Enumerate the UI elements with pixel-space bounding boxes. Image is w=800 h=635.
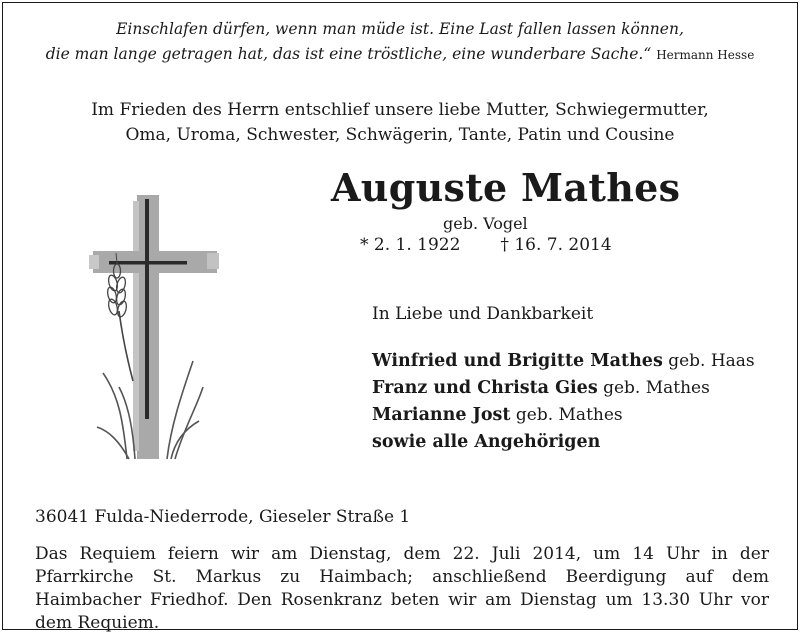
family-member — [372, 402, 755, 429]
quote-author: Hermann Hesse — [656, 48, 755, 62]
family-member-maiden: geb. Mathes — [603, 378, 710, 398]
intro-line-2: Oma, Uroma, Schwester, Schwägerin, Tante, Patin und Cousine — [125, 125, 675, 145]
birth-date: * 2. 1. 1922 — [360, 235, 461, 255]
obituary-notice — [2, 2, 798, 633]
family-member-name: Winfried und Brigitte Mathes — [372, 351, 663, 371]
family-member — [372, 375, 755, 402]
family-member-maiden: geb. Haas — [668, 351, 755, 371]
family-member-maiden: geb. Mathes — [515, 405, 623, 425]
closing-phrase: In Liebe und Dankbarkeit — [372, 304, 594, 324]
intro-line-1: Im Frieden des Herrn entschlief unsere liebe Mutter, Schwiegermutter, — [91, 100, 709, 120]
family-member-name: Franz und Christa Gies — [372, 378, 598, 398]
family-member — [372, 429, 755, 456]
quote-line-2 — [3, 42, 797, 68]
hesse-quote — [3, 17, 797, 68]
death-date: † 16. 7. 2014 — [500, 235, 612, 255]
intro-text — [3, 98, 797, 148]
family-member — [372, 348, 755, 375]
quote-line-2-text: die man lange getragen hat, das ist eine tröstliche, eine wunderbare Sache.“ — [45, 45, 652, 63]
family-member-name: Marianne Jost — [372, 405, 511, 425]
deceased-name: Auguste Mathes — [331, 165, 681, 210]
quote-line-1: Einschlafen dürfen, wenn man müde ist. Eine Last fallen lassen können, — [116, 20, 684, 38]
family-address: 36041 Fulda-Niederrode, Gieseler Straße 1 — [35, 507, 411, 527]
requiem-info: Das Requiem feiern wir am Dienstag, dem 22. Juli 2014, um 14 Uhr in der Pfarrkirche St. Markus zu Haimbach; anschließend Beerdigung auf dem Haimbacher Friedhof. Den Rosenkranz beten wir am Dienstag um 13.30 Uhr vor dem Requiem. — [35, 544, 769, 633]
life-dates — [360, 234, 612, 256]
cross-with-wheat-icon — [89, 191, 221, 471]
family-member-name: sowie alle Angehörigen — [372, 432, 601, 452]
family-list — [372, 348, 755, 456]
maiden-name: geb. Vogel — [443, 214, 528, 233]
